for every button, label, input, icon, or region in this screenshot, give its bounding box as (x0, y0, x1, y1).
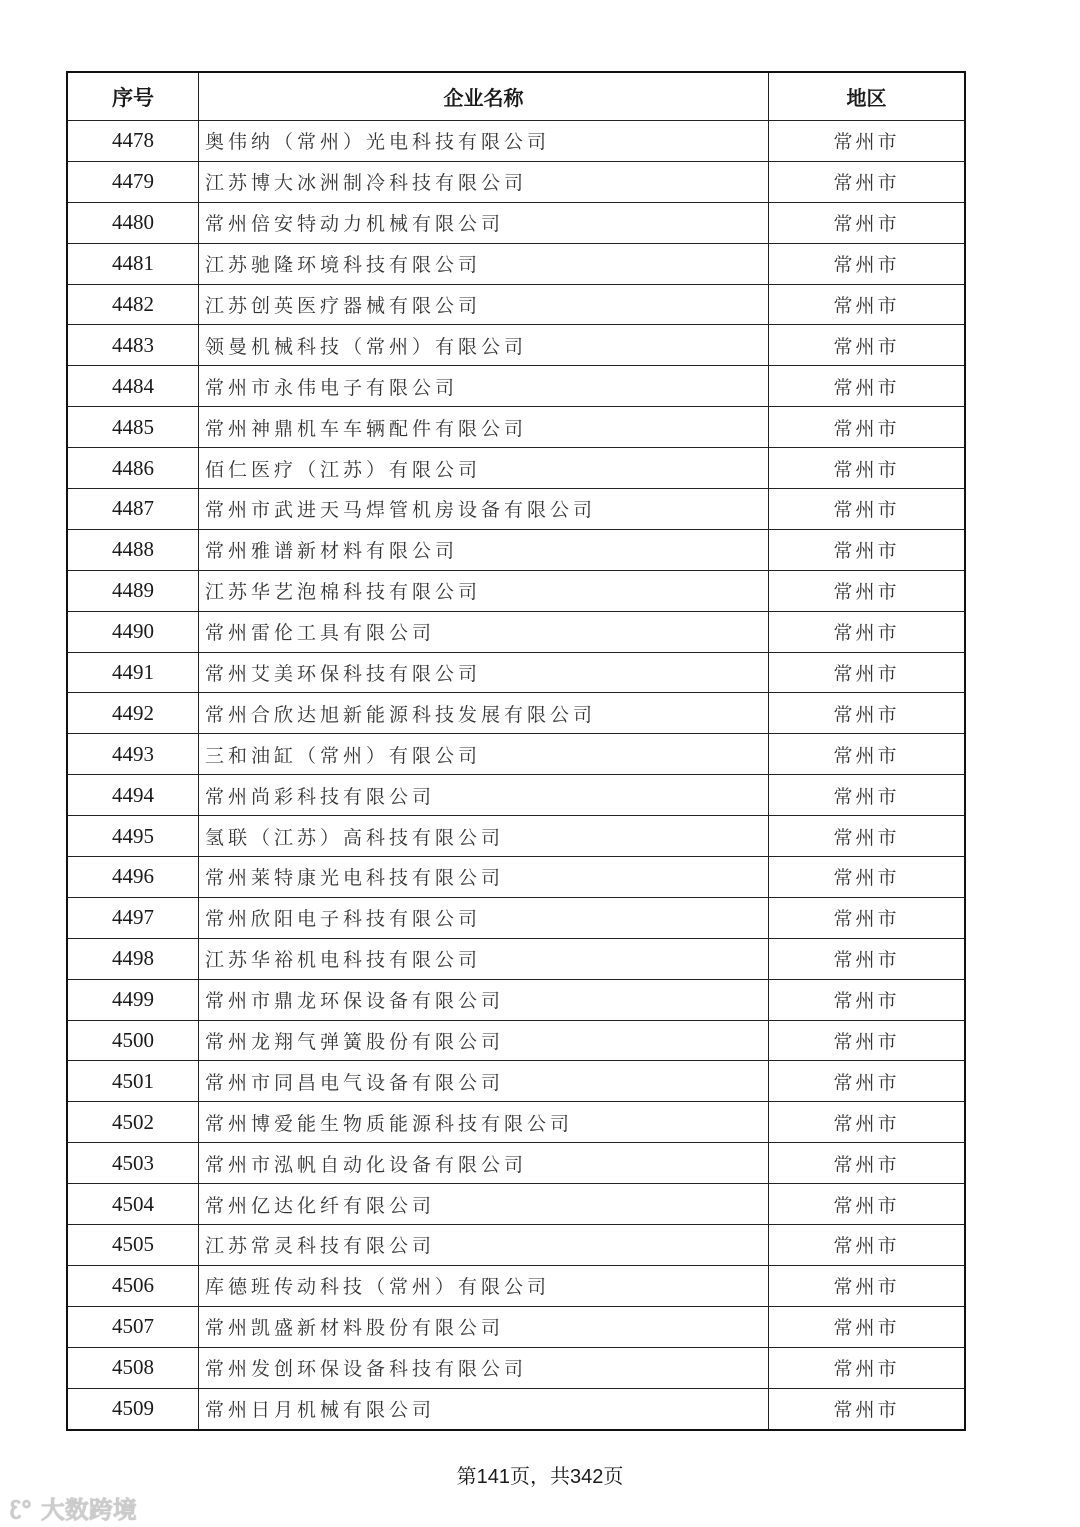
serial-number-cell: 4500 (67, 1020, 199, 1061)
serial-number-cell: 4490 (67, 611, 199, 652)
table-row (67, 284, 965, 325)
company-name-cell: 常州发创环保设备科技有限公司 (199, 1347, 769, 1388)
table-row (67, 652, 965, 693)
region-cell: 常州市 (769, 1102, 966, 1143)
company-name-cell: 常州凯盛新材料股份有限公司 (199, 1306, 769, 1347)
company-name-cell: 常州亿达化纤有限公司 (199, 1184, 769, 1225)
region-cell: 常州市 (769, 775, 966, 816)
company-name-cell: 常州莱特康光电科技有限公司 (199, 857, 769, 898)
company-name-cell: 常州龙翔气弹簧股份有限公司 (199, 1020, 769, 1061)
table-row (67, 366, 965, 407)
serial-number-cell: 4498 (67, 938, 199, 979)
table-row (67, 857, 965, 898)
company-name-cell: 常州雷伦工具有限公司 (199, 611, 769, 652)
table-row (67, 1306, 965, 1347)
table-row (67, 202, 965, 243)
table-row (67, 1265, 965, 1306)
company-name-cell: 常州日月机械有限公司 (199, 1388, 769, 1429)
company-name-cell: 常州艾美环保科技有限公司 (199, 652, 769, 693)
serial-number-cell: 4487 (67, 489, 199, 530)
region-cell: 常州市 (769, 121, 966, 162)
company-name-cell: 江苏博大冰洲制冷科技有限公司 (199, 161, 769, 202)
table-row (67, 243, 965, 284)
region-cell: 常州市 (769, 1225, 966, 1266)
region-cell: 常州市 (769, 1020, 966, 1061)
region-cell: 常州市 (769, 243, 966, 284)
table-row (67, 775, 965, 816)
table-row (67, 1102, 965, 1143)
region-cell: 常州市 (769, 611, 966, 652)
company-name-cell: 江苏驰隆环境科技有限公司 (199, 243, 769, 284)
serial-number-cell: 4484 (67, 366, 199, 407)
serial-number-cell: 4509 (67, 1388, 199, 1429)
serial-number-cell: 4485 (67, 407, 199, 448)
table-row (67, 1347, 965, 1388)
header-company-name: 企业名称 (199, 72, 769, 121)
region-cell: 常州市 (769, 570, 966, 611)
serial-number-cell: 4478 (67, 121, 199, 162)
serial-number-cell: 4501 (67, 1061, 199, 1102)
region-cell: 常州市 (769, 1184, 966, 1225)
table-row (67, 938, 965, 979)
table-row (67, 448, 965, 489)
company-name-cell: 常州市鼎龙环保设备有限公司 (199, 979, 769, 1020)
serial-number-cell: 4481 (67, 243, 199, 284)
region-cell: 常州市 (769, 448, 966, 489)
region-cell: 常州市 (769, 1306, 966, 1347)
company-name-cell: 常州合欣达旭新能源科技发展有限公司 (199, 693, 769, 734)
table-row (67, 693, 965, 734)
company-name-cell: 江苏华艺泡棉科技有限公司 (199, 570, 769, 611)
table-row (67, 489, 965, 530)
company-name-cell: 常州市永伟电子有限公司 (199, 366, 769, 407)
region-cell: 常州市 (769, 897, 966, 938)
serial-number-cell: 4480 (67, 202, 199, 243)
region-cell: 常州市 (769, 489, 966, 530)
company-name-cell: 常州尚彩科技有限公司 (199, 775, 769, 816)
table-row (67, 529, 965, 570)
company-name-cell: 常州博爱能生物质能源科技有限公司 (199, 1102, 769, 1143)
company-name-cell: 常州雅谱新材料有限公司 (199, 529, 769, 570)
company-name-cell: 常州神鼎机车车辆配件有限公司 (199, 407, 769, 448)
serial-number-cell: 4495 (67, 816, 199, 857)
serial-number-cell: 4497 (67, 897, 199, 938)
company-name-cell: 常州欣阳电子科技有限公司 (199, 897, 769, 938)
table-row (67, 570, 965, 611)
region-cell: 常州市 (769, 652, 966, 693)
page-number: 第141页，共342页 (456, 1466, 624, 1488)
table-row (67, 161, 965, 202)
table-row (67, 734, 965, 775)
company-name-cell: 库德班传动科技（常州）有限公司 (199, 1265, 769, 1306)
serial-number-cell: 4496 (67, 857, 199, 898)
region-cell: 常州市 (769, 1061, 966, 1102)
company-name-cell: 江苏华裕机电科技有限公司 (199, 938, 769, 979)
region-cell: 常州市 (769, 1265, 966, 1306)
company-name-cell: 常州市同昌电气设备有限公司 (199, 1061, 769, 1102)
company-name-cell: 奥伟纳（常州）光电科技有限公司 (199, 121, 769, 162)
region-cell: 常州市 (769, 366, 966, 407)
table-row (67, 1184, 965, 1225)
serial-number-cell: 4482 (67, 284, 199, 325)
table-row (67, 816, 965, 857)
serial-number-cell: 4493 (67, 734, 199, 775)
table-row (67, 1061, 965, 1102)
company-name-cell: 江苏创英医疗器械有限公司 (199, 284, 769, 325)
region-cell: 常州市 (769, 938, 966, 979)
serial-number-cell: 4508 (67, 1347, 199, 1388)
table-row (67, 611, 965, 652)
region-cell: 常州市 (769, 407, 966, 448)
serial-number-cell: 4491 (67, 652, 199, 693)
serial-number-cell: 4486 (67, 448, 199, 489)
table-row (67, 121, 965, 162)
table-row (67, 897, 965, 938)
table-header-row (67, 72, 965, 121)
serial-number-cell: 4494 (67, 775, 199, 816)
company-name-cell: 领曼机械科技（常州）有限公司 (199, 325, 769, 366)
serial-number-cell: 4502 (67, 1102, 199, 1143)
region-cell: 常州市 (769, 1388, 966, 1429)
serial-number-cell: 4503 (67, 1143, 199, 1184)
region-cell: 常州市 (769, 816, 966, 857)
serial-number-cell: 4505 (67, 1225, 199, 1266)
region-cell: 常州市 (769, 857, 966, 898)
company-name-cell: 佰仁医疗（江苏）有限公司 (199, 448, 769, 489)
region-cell: 常州市 (769, 734, 966, 775)
serial-number-cell: 4483 (67, 325, 199, 366)
watermark-icon: ᦷ° (10, 1496, 41, 1524)
region-cell: 常州市 (769, 202, 966, 243)
company-name-cell: 常州市泓帆自动化设备有限公司 (199, 1143, 769, 1184)
table-row (67, 1143, 965, 1184)
watermark-text: 大数跨境 (40, 1496, 137, 1524)
company-name-cell: 常州倍安特动力机械有限公司 (199, 202, 769, 243)
serial-number-cell: 4488 (67, 529, 199, 570)
region-cell: 常州市 (769, 325, 966, 366)
header-region: 地区 (769, 72, 966, 121)
serial-number-cell: 4489 (67, 570, 199, 611)
company-name-cell: 三和油缸（常州）有限公司 (199, 734, 769, 775)
serial-number-cell: 4506 (67, 1265, 199, 1306)
region-cell: 常州市 (769, 1143, 966, 1184)
company-table (66, 71, 966, 1431)
serial-number-cell: 4492 (67, 693, 199, 734)
region-cell: 常州市 (769, 1347, 966, 1388)
company-name-cell: 氢联（江苏）高科技有限公司 (199, 816, 769, 857)
region-cell: 常州市 (769, 979, 966, 1020)
table-row (67, 1225, 965, 1266)
region-cell: 常州市 (769, 529, 966, 570)
table-row (67, 325, 965, 366)
region-cell: 常州市 (769, 693, 966, 734)
region-cell: 常州市 (769, 284, 966, 325)
serial-number-cell: 4479 (67, 161, 199, 202)
header-serial-number: 序号 (67, 72, 199, 121)
table-row (67, 1388, 965, 1429)
serial-number-cell: 4507 (67, 1306, 199, 1347)
region-cell: 常州市 (769, 161, 966, 202)
company-name-cell: 江苏常灵科技有限公司 (199, 1225, 769, 1266)
serial-number-cell: 4504 (67, 1184, 199, 1225)
serial-number-cell: 4499 (67, 979, 199, 1020)
table-row (67, 979, 965, 1020)
table-row (67, 1020, 965, 1061)
table-row (67, 407, 965, 448)
company-name-cell: 常州市武进天马焊管机房设备有限公司 (199, 489, 769, 530)
watermark-logo (10, 1490, 137, 1526)
